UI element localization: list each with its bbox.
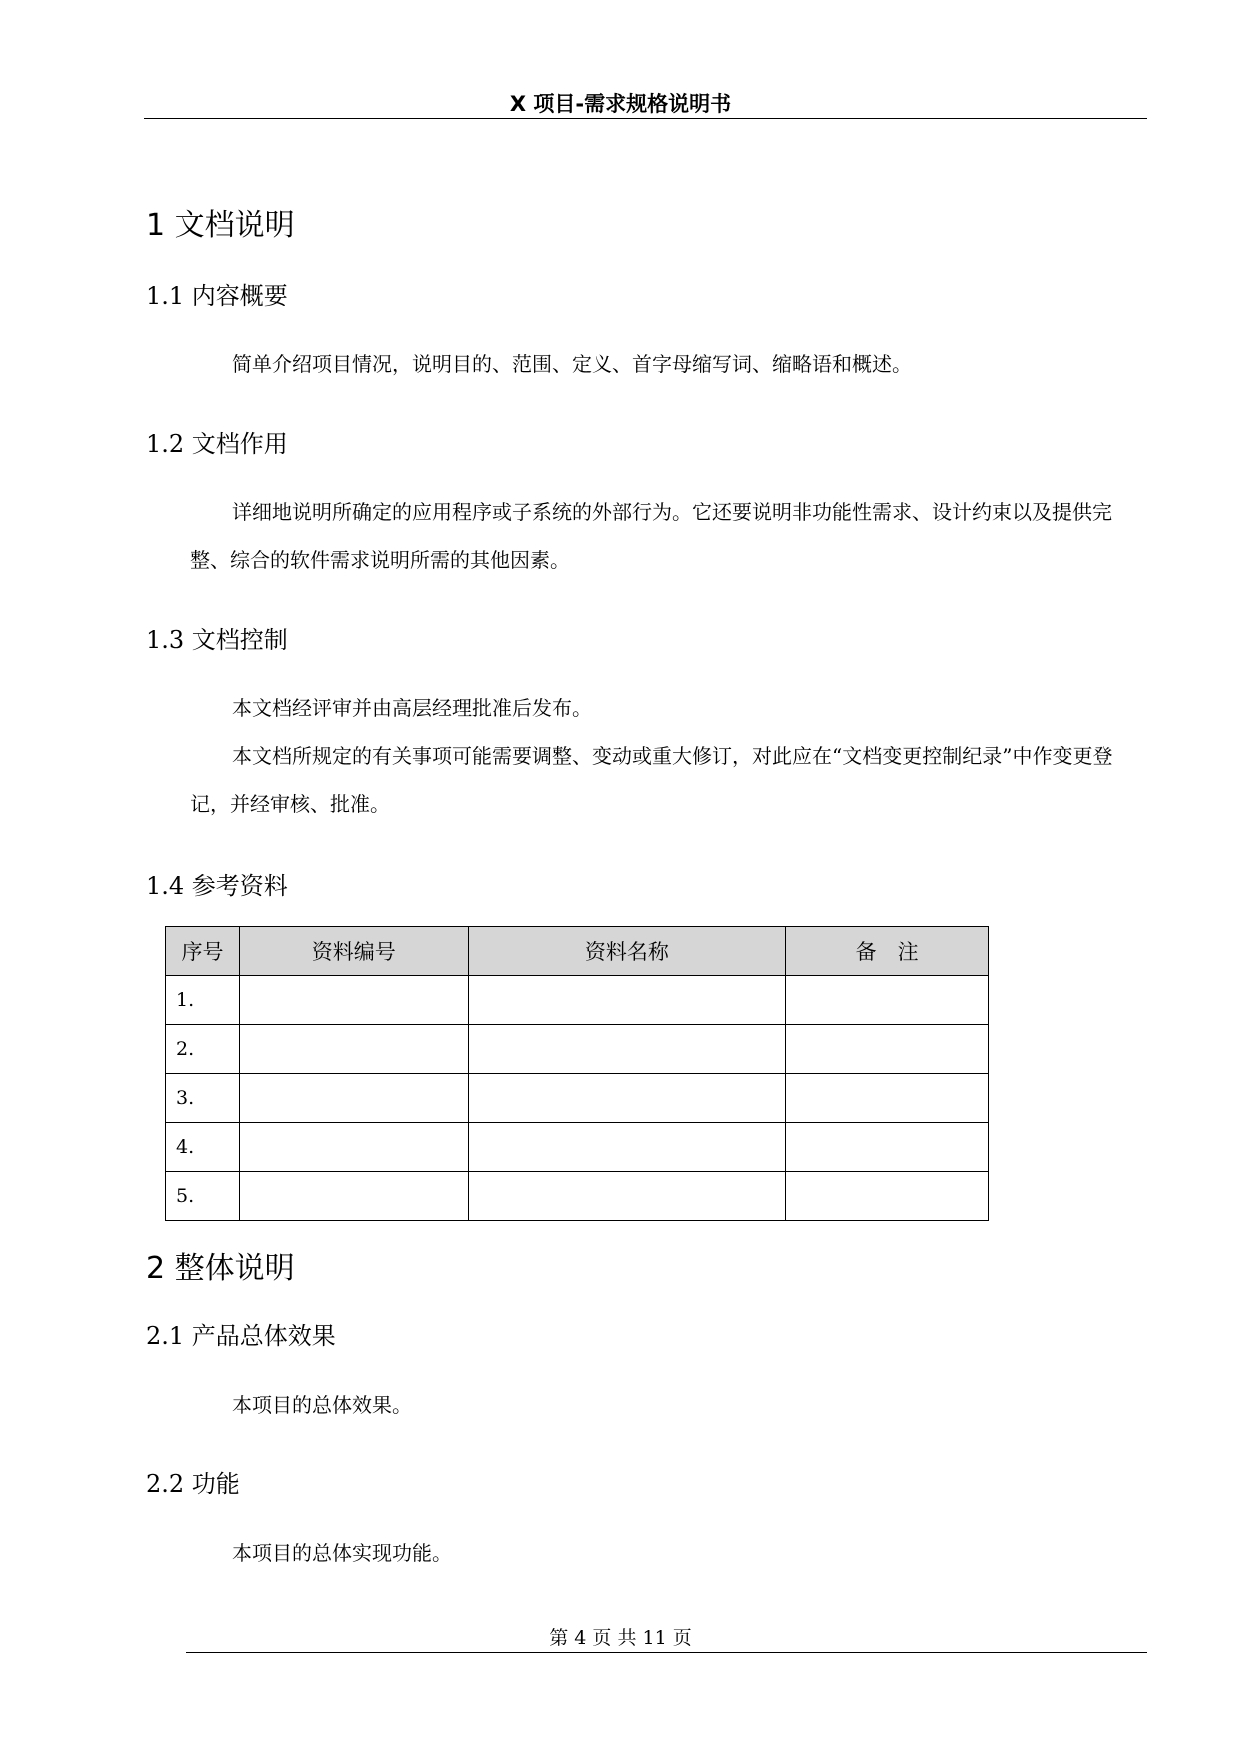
section-1-1-heading: 1.1 内容概要 [146,282,288,310]
section-1-1-paragraph: 简单介绍项目情况，说明目的、范围、定义、首字母缩写词、缩略语和概述。 [232,352,912,376]
table-cell [786,1123,989,1172]
column-header-doc-name: 资料名称 [468,927,786,976]
table-cell-index: 3. [166,1074,240,1123]
table-row [166,1074,989,1123]
table-cell [468,1123,786,1172]
table-cell [468,1025,786,1074]
page-number: 第 4 页 共 11 页 [549,1627,692,1649]
table-cell [468,1172,786,1221]
table-cell [786,1172,989,1221]
table-cell-index: 1. [166,976,240,1025]
table-cell [239,976,468,1025]
column-header-doc-number: 资料编号 [239,927,468,976]
reference-table [165,926,989,1221]
header-rule [144,118,1147,119]
section-1-3-heading: 1.3 文档控制 [146,626,288,654]
table-row [166,1025,989,1074]
table-cell [239,1025,468,1074]
section-1-heading: 1 文档说明 [146,208,295,243]
section-2-1-heading: 2.1 产品总体效果 [146,1322,336,1350]
section-2-2-heading: 2.2 功能 [146,1470,240,1498]
section-1-3-paragraph-1: 本文档经评审并由高层经理批准后发布。 [232,696,592,720]
column-header-index: 序号 [166,927,240,976]
table-cell [786,1074,989,1123]
table-cell [239,1123,468,1172]
table-row [166,1123,989,1172]
table-cell-index: 2. [166,1025,240,1074]
section-2-2-paragraph: 本项目的总体实现功能。 [232,1541,452,1565]
section-1-2-paragraph: 详细地说明所确定的应用程序或子系统的外部行为。它还要说明非功能性需求、设计约束以及提供完整、综合的软件需求说明所需的其他因素。 [190,500,1112,572]
table-cell [468,1074,786,1123]
section-1-2-heading: 1.2 文档作用 [146,430,288,458]
table-cell [239,1172,468,1221]
section-2-heading: 2 整体说明 [146,1251,295,1286]
table-cell [786,976,989,1025]
table-cell [786,1025,989,1074]
table-cell [468,976,786,1025]
table-row [166,1172,989,1221]
section-1-3-paragraph-2: 本文档所规定的有关事项可能需要调整、变动或重大修订，对此应在“文档变更控制纪录”中作变更登记，并经审核、批准。 [190,744,1113,816]
table-cell-index: 4. [166,1123,240,1172]
footer-rule [186,1652,1147,1653]
table-header-row [166,927,989,976]
table-cell-index: 5. [166,1172,240,1221]
table-cell [239,1074,468,1123]
section-1-4-heading: 1.4 参考资料 [146,872,288,900]
header-title: X 项目-需求规格说明书 [509,92,732,116]
column-header-remarks: 备 注 [786,927,989,976]
section-2-1-paragraph: 本项目的总体效果。 [232,1393,412,1417]
table-row [166,976,989,1025]
